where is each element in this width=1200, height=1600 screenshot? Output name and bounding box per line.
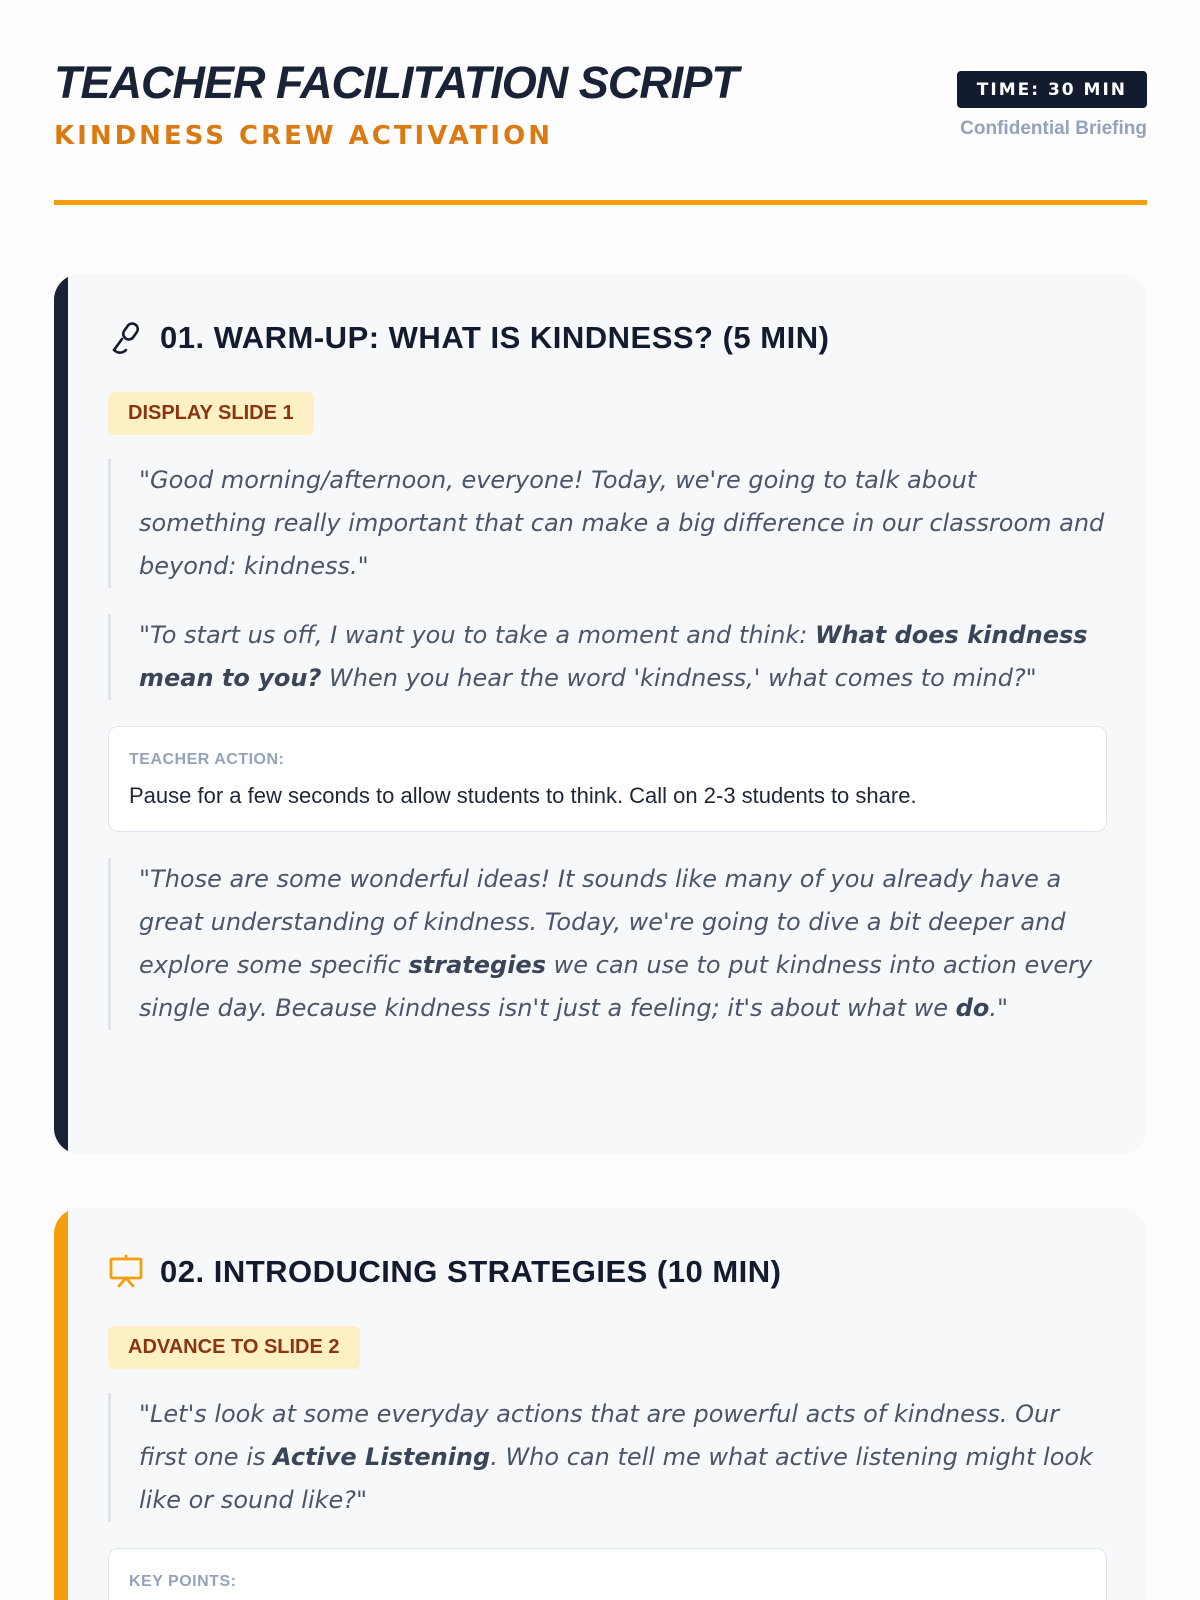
script-quote: "To start us off, I want you to take a moment and think: What does kindness mean to you? When you hear the word 'kindness,' what comes to mind?" bbox=[108, 614, 1107, 700]
script-quote: "Good morning/afternoon, everyone! Today, we're going to talk about something really important that can make a big difference in our classroom and beyond: kindness." bbox=[108, 459, 1107, 588]
key-points-label: KEY POINTS: bbox=[129, 1573, 237, 1590]
page-header bbox=[54, 54, 1147, 206]
page-subtitle: KINDNESS CREW ACTIVATION bbox=[54, 121, 553, 151]
script-quote: "Those are some wonderful ideas! It sounds like many of you already have a great understanding of kindness. Today, we're going to dive a bit deeper and explore some specific strategies we can use to put kindness into action every single day. Because kindness isn't just a feeling; it's about what we do." bbox=[108, 858, 1107, 1030]
script-quote: "Let's look at some everyday actions that are powerful acts of kindness. Our first one is Active Listening. Who can tell me what active listening might look like or sound like?" bbox=[108, 1393, 1107, 1522]
page-title: TEACHER FACILITATION SCRIPT bbox=[54, 57, 738, 108]
teacher-action-text: Pause for a few seconds to allow students to think. Call on 2-3 students to share. bbox=[129, 783, 917, 808]
section-accent-stripe bbox=[54, 1208, 68, 1600]
section-heading: 01. WARM-UP: WHAT IS KINDNESS? (5 MIN) bbox=[108, 318, 1107, 358]
section-heading: 02. INTRODUCING STRATEGIES (10 MIN) bbox=[108, 1252, 1107, 1292]
section-accent-stripe bbox=[54, 274, 68, 1154]
teacher-action-label: TEACHER ACTION: bbox=[129, 751, 285, 768]
key-points-box bbox=[108, 1548, 1107, 1600]
teacher-action-box bbox=[108, 726, 1107, 832]
header-divider bbox=[54, 200, 1147, 205]
section-card-strategies bbox=[54, 1208, 1147, 1600]
slide-tag: DISPLAY SLIDE 1 bbox=[108, 392, 314, 435]
confidential-label: Confidential Briefing bbox=[960, 118, 1147, 139]
time-badge: TIME: 30 MIN bbox=[957, 71, 1147, 108]
slide-tag: ADVANCE TO SLIDE 2 bbox=[108, 1326, 360, 1369]
presentation-icon bbox=[108, 1254, 144, 1290]
microphone-icon bbox=[108, 320, 144, 356]
section-card-warm-up bbox=[54, 274, 1147, 1154]
